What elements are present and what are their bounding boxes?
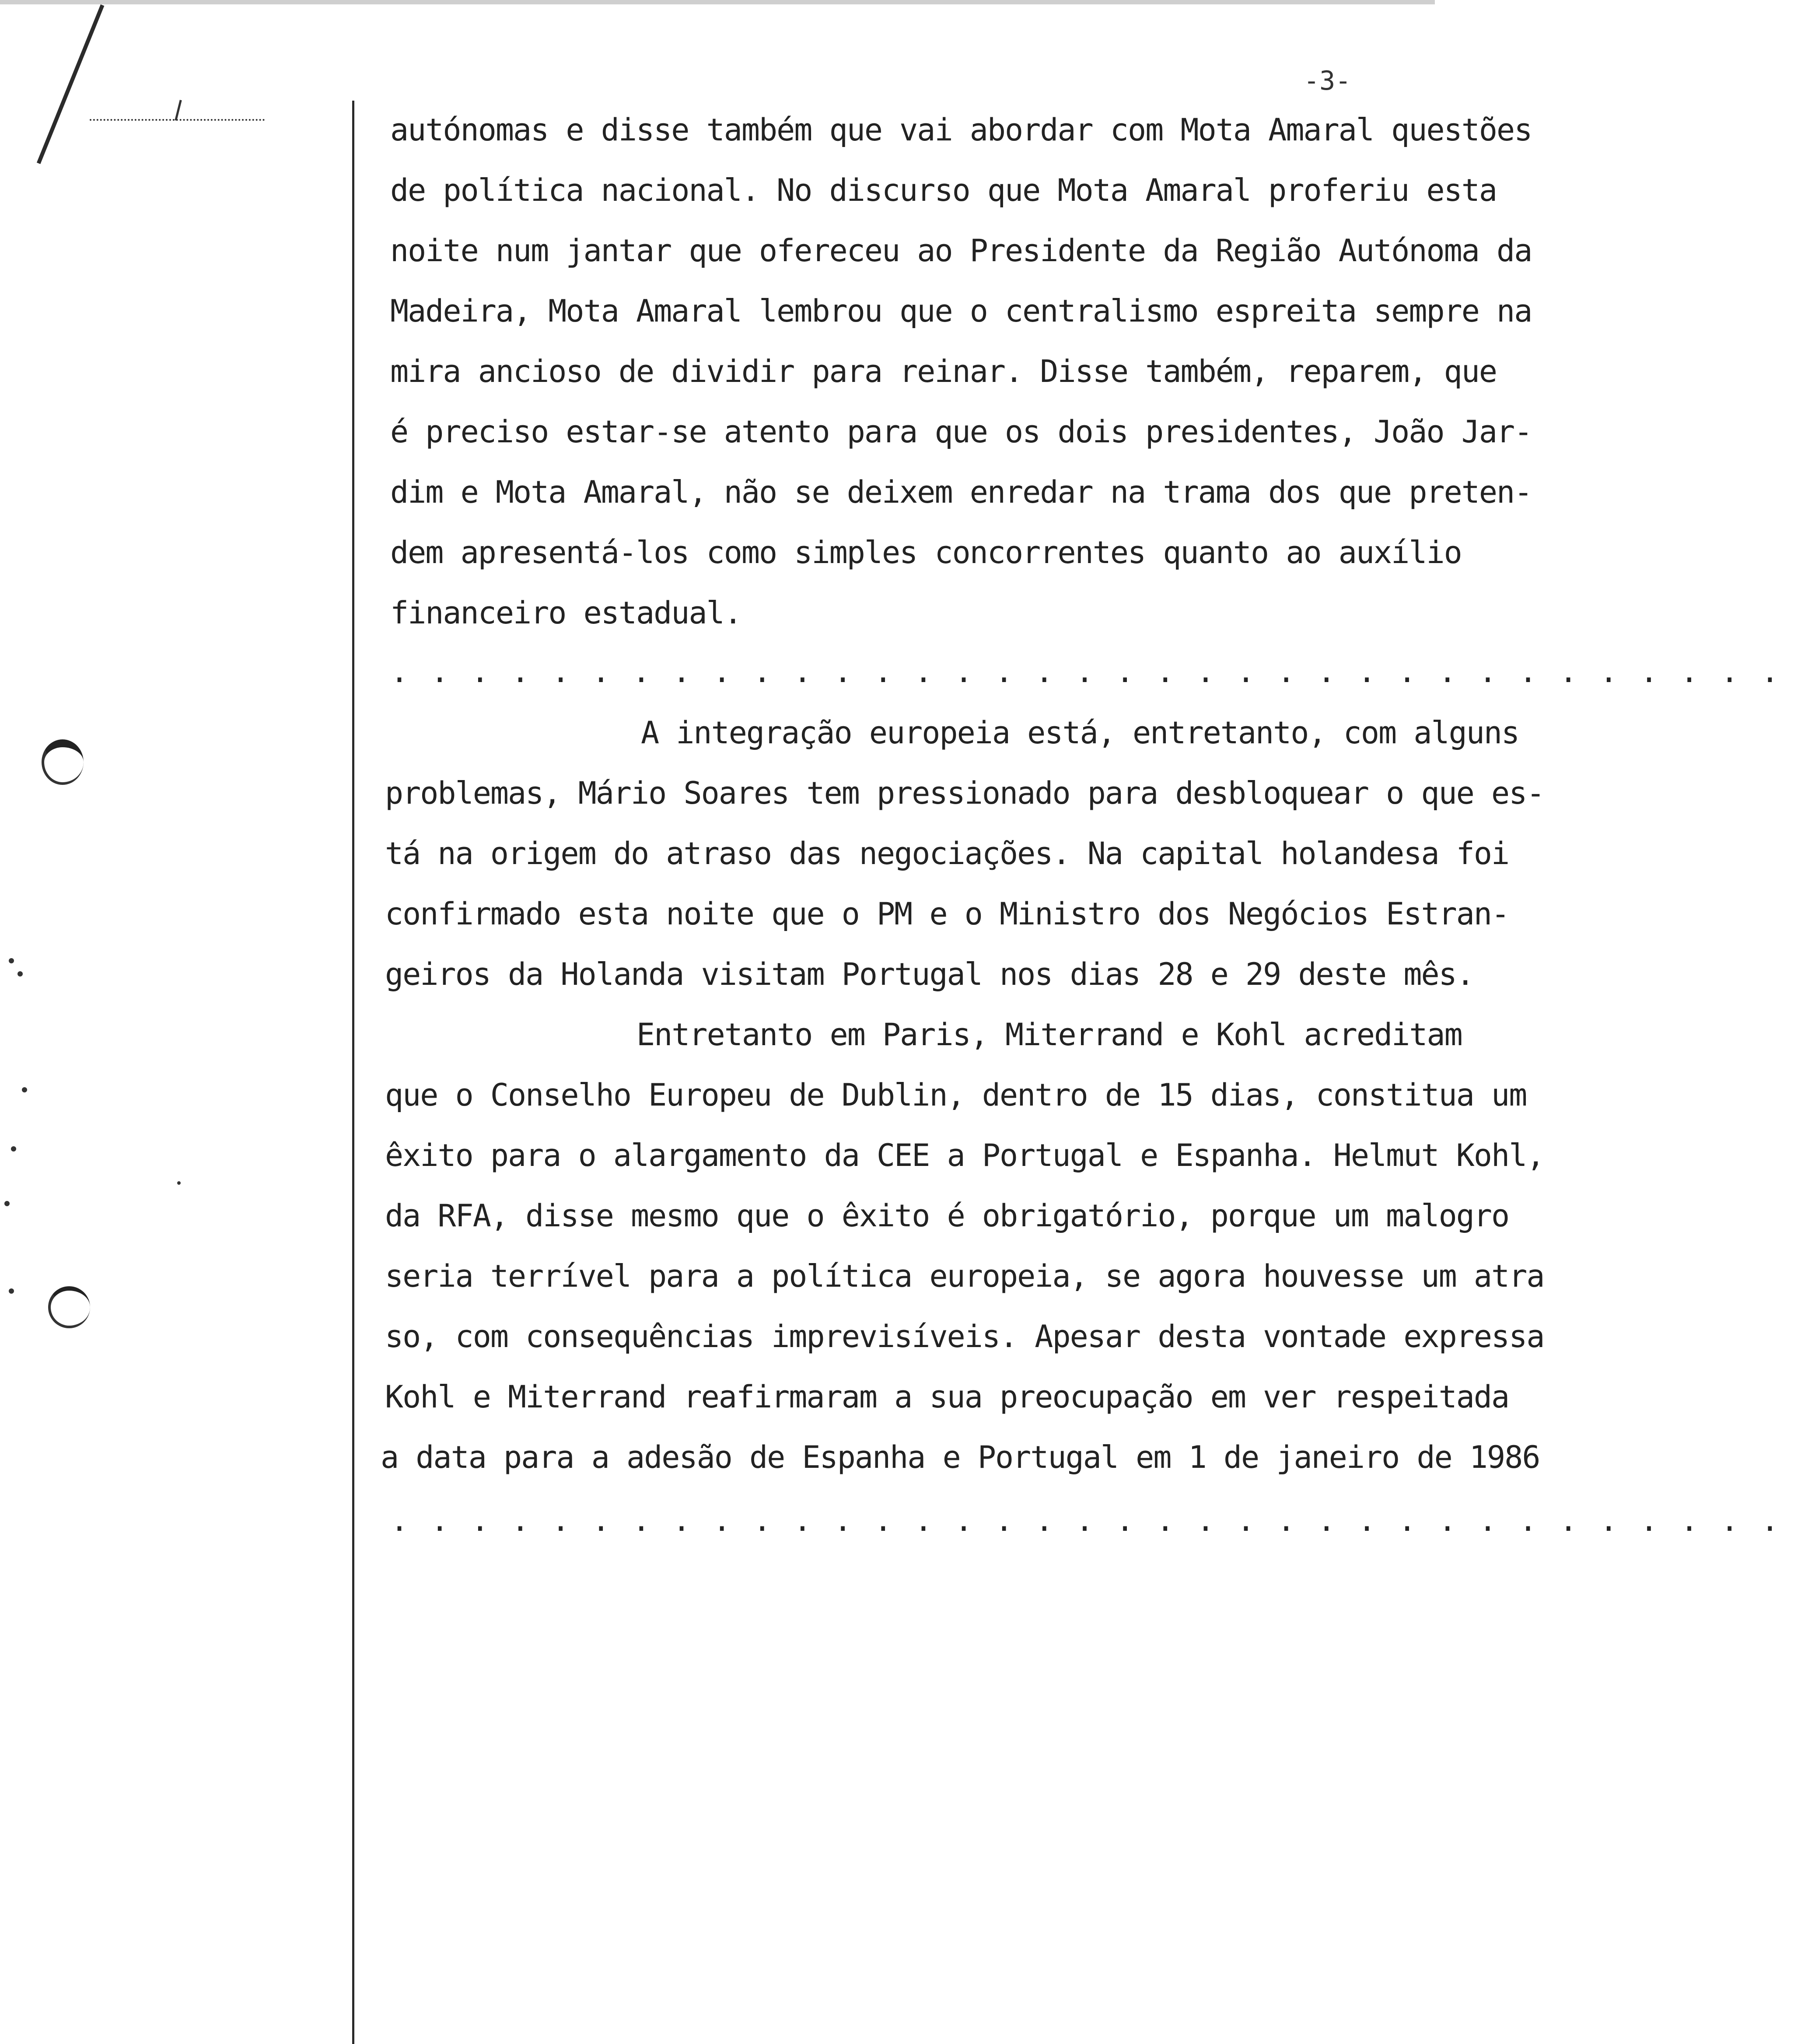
- margin-speck: [11, 1146, 16, 1152]
- punch-hole-bottom: [48, 1286, 90, 1328]
- text-line: problemas, Mário Soares tem pressionado para desbloquear o que es-: [385, 775, 1544, 811]
- page-number: -3-: [1304, 66, 1351, 96]
- page-top-edge: [0, 0, 1435, 4]
- text-line: da RFA, disse mesmo que o êxito é obrigatório, porque um malogro: [385, 1198, 1509, 1234]
- dotted-separator: ...................................: [390, 654, 1801, 690]
- margin-speck: [17, 971, 23, 976]
- margin-speck: [9, 1288, 14, 1294]
- dotted-separator: ...................................: [390, 1502, 1801, 1538]
- text-line: geiros da Holanda visitam Portugal nos dias 28 e 29 deste mês.: [385, 956, 1474, 992]
- text-line: dim e Mota Amaral, não se deixem enredar na trama dos que preten-: [390, 474, 1532, 510]
- text-line: tá na origem do atraso das negociações. Na capital holandesa foi: [385, 836, 1509, 872]
- margin-speck: [22, 1087, 27, 1092]
- text-line: noite num jantar que ofereceu ao Presidente da Região Autónoma da: [390, 233, 1532, 269]
- text-line: so, com consequências imprevisíveis. Apesar desta vontade expressa: [385, 1319, 1544, 1354]
- text-line: Kohl e Miterrand reafirmaram a sua preocupação em ver respeitada: [385, 1379, 1509, 1415]
- text-line: financeiro estadual.: [390, 595, 741, 631]
- margin-speck: [177, 1181, 181, 1185]
- text-line: êxito para o alargamento da CEE a Portugal e Espanha. Helmut Kohl,: [385, 1138, 1544, 1173]
- text-line: que o Conselho Europeu de Dublin, dentro de 15 dias, constitua um: [385, 1077, 1527, 1113]
- margin-rule-line: [352, 101, 354, 2044]
- text-line: Entretanto em Paris, Miterrand e Kohl acreditam: [636, 1017, 1462, 1053]
- text-line: A integração europeia está, entretanto, com alguns: [641, 715, 1519, 751]
- margin-speck: [9, 958, 14, 963]
- text-line: dem apresentá-los como simples concorrentes quanto ao auxílio: [390, 535, 1462, 570]
- text-line: a data para a adesão de Espanha e Portugal em 1 de janeiro de 1986: [381, 1439, 1540, 1475]
- text-line: Madeira, Mota Amaral lembrou que o centralismo espreita sempre na: [390, 293, 1532, 329]
- margin-slash-mark: [37, 4, 104, 164]
- text-line: confirmado esta noite que o PM e o Ministro dos Negócios Estran-: [385, 896, 1509, 932]
- margin-speck: [4, 1201, 10, 1206]
- reference-field-dots: [90, 119, 265, 121]
- text-line: autónomas e disse também que vai abordar com Mota Amaral questões: [390, 112, 1532, 148]
- text-line: de política nacional. No discurso que Mota Amaral proferiu esta: [390, 172, 1497, 208]
- text-line: seria terrível para a política europeia, se agora houvesse um atra: [385, 1258, 1544, 1294]
- text-line: é preciso estar-se atento para que os dois presidentes, João Jar-: [390, 414, 1532, 450]
- text-line: mira ancioso de dividir para reinar. Disse também, reparem, que: [390, 354, 1497, 389]
- punch-hole-top: [42, 739, 84, 785]
- reference-field-slash: [175, 100, 182, 121]
